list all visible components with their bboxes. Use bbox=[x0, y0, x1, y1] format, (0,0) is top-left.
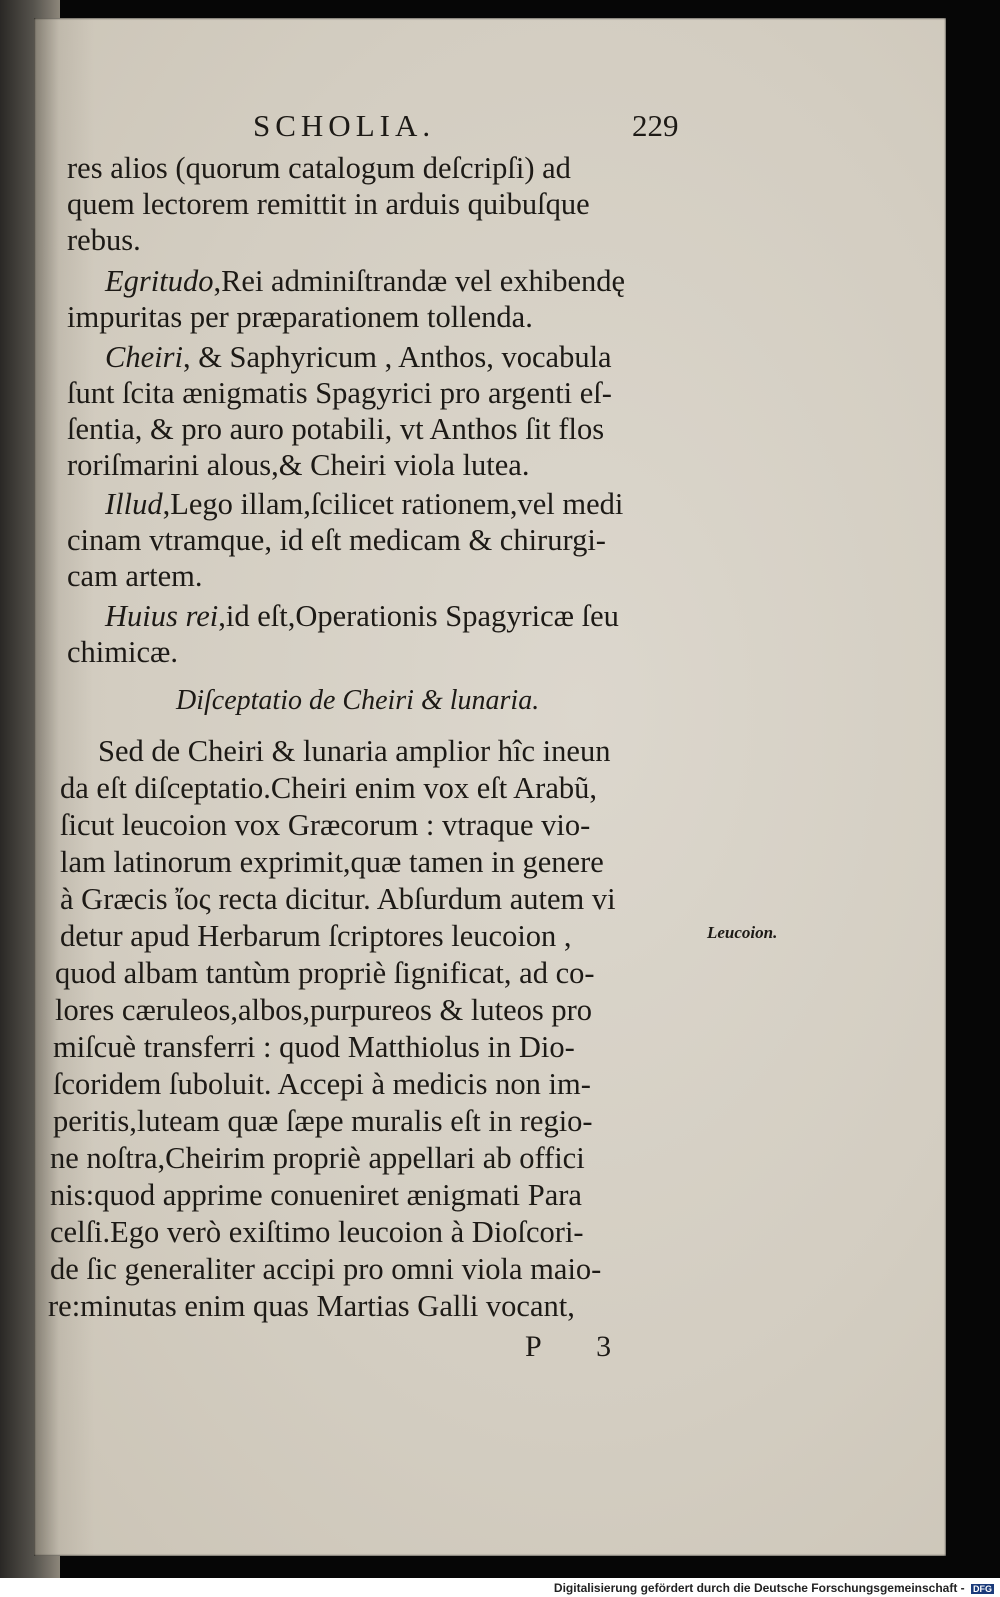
text-line: miſcuè transferri : quod Matthiolus in Dio- bbox=[53, 1030, 575, 1064]
signature-mark: P 3 bbox=[525, 1330, 636, 1363]
text-line: detur apud Herbarum ſcriptores leucoion , bbox=[60, 919, 572, 953]
text-line: lam latinorum exprimit,quæ tamen in genere bbox=[60, 845, 604, 879]
text-line: quod albam tantùm propriè ſignificat, ad co- bbox=[55, 956, 595, 990]
page-number: 229 bbox=[632, 108, 679, 143]
text-line: Huius rei,id eſt,Operationis Spagyricæ ſeu bbox=[105, 599, 619, 633]
running-title: SCHOLIA. bbox=[253, 108, 436, 143]
digitization-credit bbox=[554, 1581, 994, 1595]
text-line: re:minutas enim quas Martias Galli vocant, bbox=[48, 1289, 575, 1323]
dfg-logo: DFG bbox=[973, 1584, 992, 1594]
text-line: impuritas per præparationem tollenda. bbox=[67, 300, 533, 334]
text-line: cinam vtramque, id eſt medicam & chirurgi- bbox=[67, 523, 606, 557]
text-line: celſi.Ego verò exiſtimo leucoion à Dioſcori- bbox=[50, 1215, 584, 1249]
text-line: Sed de Cheiri & lunaria amplior hîc ineun bbox=[98, 734, 611, 768]
text-line: peritis,luteam quæ ſæpe muralis eſt in regio- bbox=[53, 1104, 593, 1138]
text-line: ſicut leucoion vox Græcorum : vtraque vio- bbox=[60, 808, 591, 842]
text-line: ne noſtra,Cheirim propriè appellari ab offici bbox=[50, 1141, 585, 1175]
text-line: rebus. bbox=[67, 223, 141, 257]
lemma-word: Cheiri bbox=[105, 340, 183, 374]
margin-note: Leucoion. bbox=[707, 923, 778, 942]
text-line: Egritudo,Rei adminiſtrandæ vel exhibendę bbox=[105, 264, 626, 298]
text-line: nis:quod apprime conueniret ænigmati Para bbox=[50, 1178, 582, 1212]
text-line: roriſmarini alous,& Cheiri viola lutea. bbox=[67, 448, 530, 482]
lemma-word: Illud bbox=[105, 487, 163, 521]
text-line: Cheiri, & Saphyricum , Anthos, vocabula bbox=[105, 340, 612, 374]
lemma-word: Huius rei bbox=[105, 599, 219, 633]
text-line: ſunt ſcita ænigmatis Spagyrici pro argenti eſ- bbox=[67, 376, 612, 410]
lemma-word: Egritudo bbox=[105, 264, 214, 298]
text-line: à Græcis ἴος recta dicitur. Abſurdum autem vi bbox=[60, 882, 616, 916]
text-line: ſcoridem ſuboluit. Accepi à medicis non im- bbox=[53, 1067, 591, 1101]
text-line: Illud,Lego illam,ſcilicet rationem,vel medi bbox=[105, 487, 624, 521]
text-line: da eſt diſceptatio.Cheiri enim vox eſt Arabũ, bbox=[60, 771, 597, 805]
credit-text: Digitalisierung gefördert durch die Deutsche Forschungsgemeinschaft - bbox=[553, 1581, 965, 1595]
text-line: lores cæruleos,albos,purpureos & luteos pro bbox=[55, 993, 593, 1027]
section-title: Diſceptatio de Cheiri & lunaria. bbox=[176, 685, 540, 716]
text-line: quem lectorem remittit in arduis quibuſque bbox=[67, 187, 590, 221]
text-line: de ſic generaliter accipi pro omni viola maio- bbox=[50, 1252, 602, 1286]
text-line: cam artem. bbox=[67, 559, 203, 593]
text-line: chimicæ. bbox=[67, 635, 178, 669]
text-line: ſentia, & pro auro potabili, vt Anthos ſit flos bbox=[67, 412, 605, 446]
text-line: res alios (quorum catalogum deſcripſi) ad bbox=[67, 151, 571, 185]
